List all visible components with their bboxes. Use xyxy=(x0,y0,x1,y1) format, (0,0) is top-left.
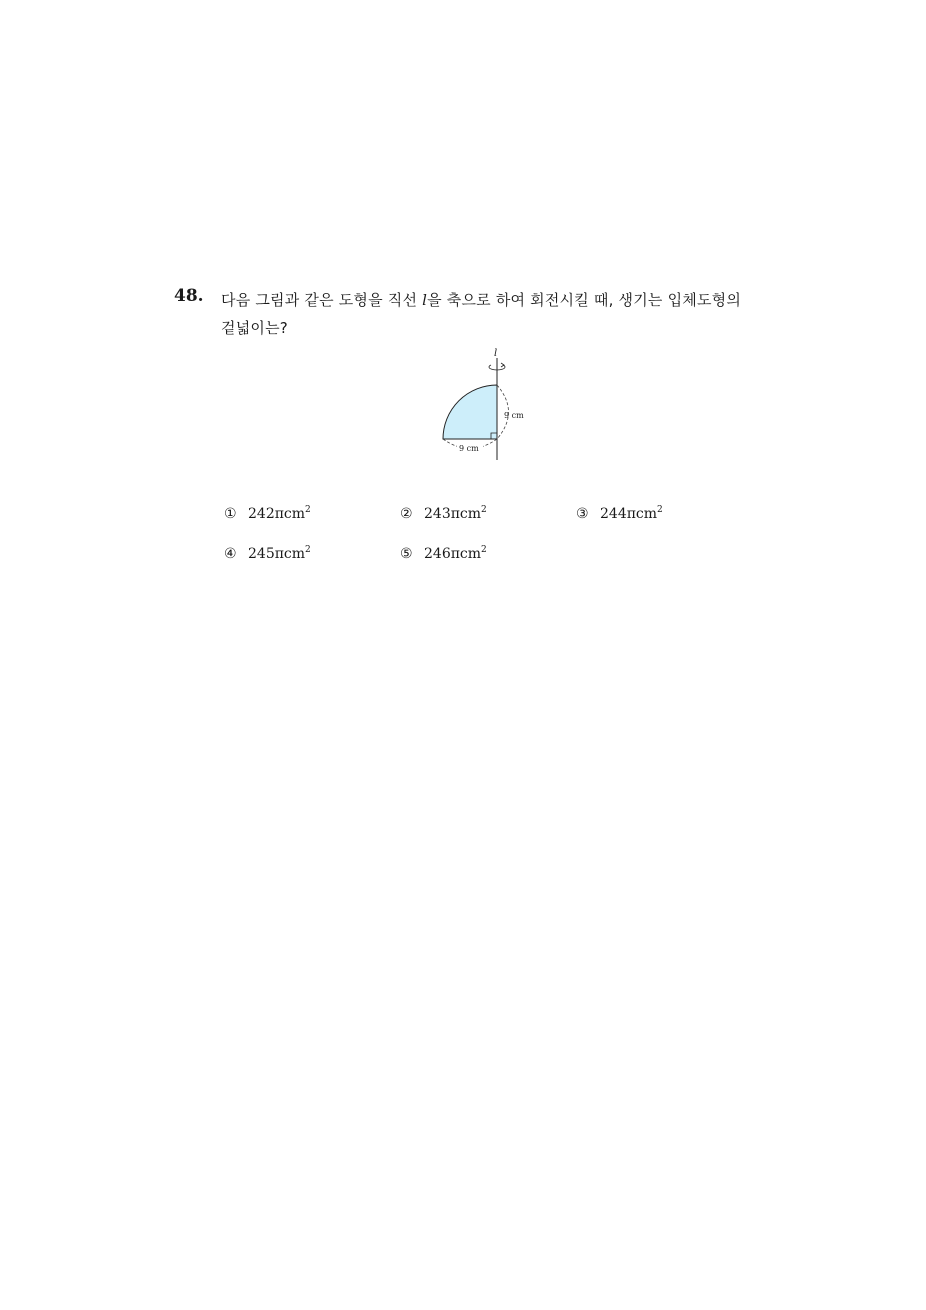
quarter-circle-figure xyxy=(430,344,540,464)
choice-marker: ⑤ xyxy=(400,546,413,562)
choice-marker: ② xyxy=(400,506,413,522)
choice-5[interactable] xyxy=(400,545,487,562)
choice-exponent: 2 xyxy=(657,505,663,515)
statement-part2: 을 축으로 하여 회전시킬 때, 생기는 입체도형의 xyxy=(427,291,742,309)
axis-label: l xyxy=(494,348,498,359)
choice-marker: ① xyxy=(224,506,237,522)
choice-value: 242πcm xyxy=(248,506,306,522)
choice-value: 243πcm xyxy=(424,506,482,522)
choice-exponent: 2 xyxy=(305,545,311,555)
choice-3[interactable] xyxy=(576,505,663,522)
choice-exponent: 2 xyxy=(481,545,487,555)
choice-marker: ③ xyxy=(576,506,589,522)
problem-statement xyxy=(221,286,781,342)
statement-part1: 다음 그림과 같은 도형을 직선 xyxy=(221,291,423,309)
choice-value: 244πcm xyxy=(600,506,658,522)
horizontal-dimension-label: 9 cm xyxy=(459,444,479,453)
statement-line2: 겉넓이는? xyxy=(221,319,288,337)
choice-value: 246πcm xyxy=(424,546,482,562)
vertical-dimension-label: 9 cm xyxy=(504,411,524,420)
problem-number: 48. xyxy=(174,286,204,306)
choice-4[interactable] xyxy=(224,545,311,562)
quarter-circle-shape xyxy=(443,385,497,439)
axis-variable: l xyxy=(422,291,428,309)
choice-2[interactable] xyxy=(400,505,487,522)
choice-marker: ④ xyxy=(224,546,237,562)
choice-exponent: 2 xyxy=(481,505,487,515)
choice-exponent: 2 xyxy=(305,505,311,515)
choice-value: 245πcm xyxy=(248,546,306,562)
choice-1[interactable] xyxy=(224,505,311,522)
